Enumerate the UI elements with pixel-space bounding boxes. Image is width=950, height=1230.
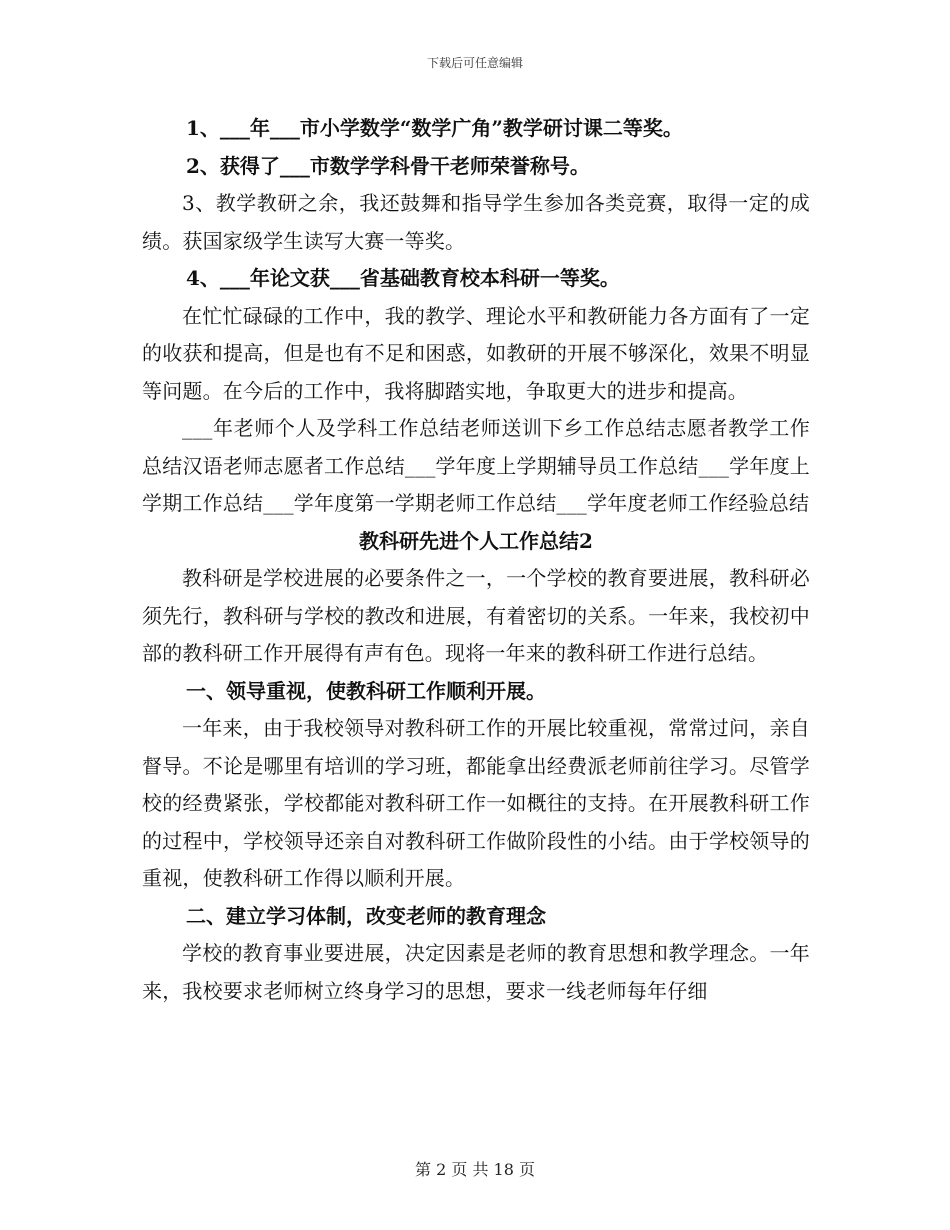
- award-item-3: 3、教学教研之余，我还鼓舞和指导学生参加各类竞赛，取得一定的成绩。获国家级学生读写大赛一等奖。: [142, 191, 810, 253]
- heading-leadership: 一、领导重视，使教科研工作顺利开展。: [186, 678, 546, 703]
- award-item-2: 2、获得了___市数学学科骨干老师荣誉称号。: [186, 153, 590, 178]
- intro-paragraph: 教科研是学校进展的必要条件之一，一个学校的教育要进展，教科研必须先行，教科研与学校的教改和进展，有着密切的关系。一年来，我校初中部的教科研工作开展得有声有色。现将一年来的教科研工作进行总结。: [142, 566, 810, 665]
- reflection-paragraph: 在忙忙碌碌的工作中，我的教学、理论水平和教研能力各方面有了一定的收获和提高，但是也有不足和困惑，如教研的开展不够深化，效果不明显等问题。在今后的工作中，我将脚踏实地，争取更大的进步和提高。: [142, 303, 810, 403]
- page-footer: 第 2 页 共 18 页: [415, 1160, 535, 1179]
- leadership-paragraph: 一年来，由于我校领导对教科研工作的开展比较重视，常常过问，亲自督导。不论是哪里有培训的学习班，都能拿出经费派老师前往学习。尽管学校的经费紧张，学校都能对教科研工作一如概往的支持。在开展教科研工作的过程中，学校领导还亲自对教科研工作做阶段性的小结。由于学校领导的重视，使教科研工作得以顺利开展。: [142, 716, 810, 890]
- heading-learning-system: 二、建立学习体制，改变老师的教育理念: [186, 903, 546, 928]
- page-header: 下载后可任意编辑: [426, 56, 523, 70]
- related-titles-paragraph: ___年老师个人及学科工作总结老师送训下乡工作总结志愿者教学工作总结汉语老师志愿者工作总结___学年度上学期辅导员工作总结___学年度上学期工作总结___学年度第一学期老师工作总结___学年度老师工作经验总结: [142, 416, 810, 515]
- section-title: 教科研先进个人工作总结2: [359, 528, 593, 553]
- award-item-4: 4、___年论文获___省基础教育校本科研一等奖。: [186, 266, 620, 290]
- document-body: [142, 110, 810, 1010]
- award-item-1: 1、___年___市小学数学“数学广角”教学研讨课二等奖。: [186, 116, 683, 140]
- learning-system-paragraph: 学校的教育事业要进展，决定因素是老师的教育思想和教学理念。一年来，我校要求老师树立终身学习的思想，要求一线老师每年仔细: [142, 941, 810, 1003]
